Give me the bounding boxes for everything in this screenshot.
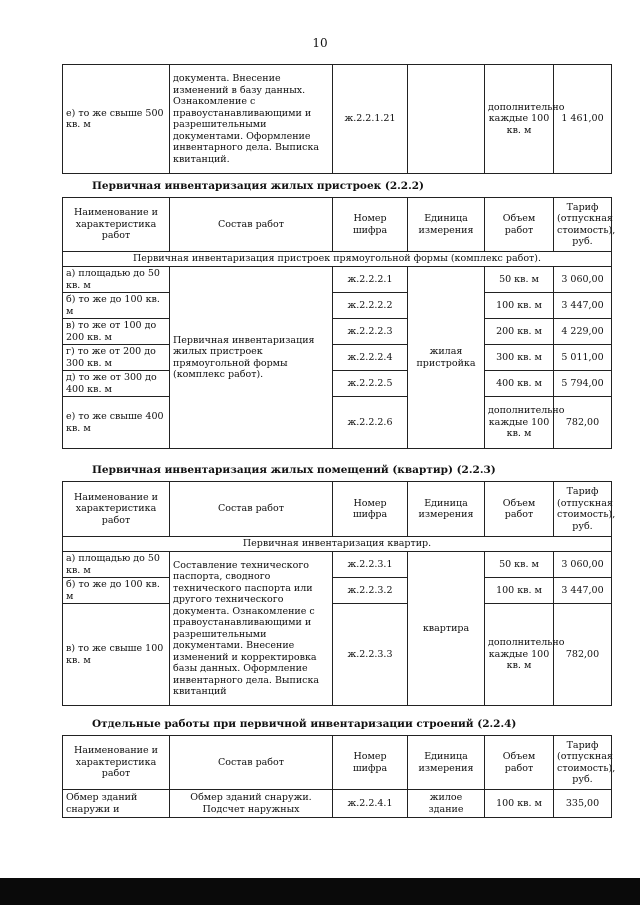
header-volume: Объем работ [485, 482, 554, 537]
work-name: в) то же от 100 до 200 кв. м [63, 319, 170, 345]
price: 3 060,00 [554, 552, 612, 578]
price: 4 229,00 [554, 319, 612, 345]
table-row [63, 293, 612, 319]
work-composition: Первичная инвентаризация жилых пристроек прямоугольной формы (комплекс работ). [170, 267, 333, 449]
table-header [63, 736, 612, 790]
header-unit: Единица измерения [408, 198, 485, 252]
volume: 300 кв. м [485, 345, 554, 371]
section-title-2-2-4: Отдельные работы при первичной инвентаризации строений (2.2.4) [92, 718, 517, 730]
price: 1 461,00 [554, 65, 612, 174]
code: ж.2.2.3.1 [333, 552, 408, 578]
header-volume: Объем работ [485, 736, 554, 790]
volume: 200 кв. м [485, 319, 554, 345]
work-composition: документа. Внесение изменений в базу данных. Ознакомление с правоустанавливающими и разрешительными документами. Оформление инвентарного дела. Выписка квитанций. [170, 65, 333, 174]
work-name: б) то же до 100 кв. м [63, 578, 170, 604]
price: 3 447,00 [554, 293, 612, 319]
subheader: Первичная инвентаризация пристроек прямоугольной формы (комплекс работ). [63, 252, 612, 267]
header-price: Тариф (отпускная стоимость), руб. [554, 736, 612, 790]
work-composition: Обмер зданий снаружи. Подсчет наружных [170, 790, 333, 818]
work-name: Обмер зданий снаружи и [63, 790, 170, 818]
work-name: е) то же свыше 400 кв. м [63, 397, 170, 449]
volume: дополнительно каждые 100 кв. м [485, 604, 554, 706]
header-price: Тариф (отпускная стоимость), руб. [554, 482, 612, 537]
price: 782,00 [554, 397, 612, 449]
header-code: Номер шифра [333, 736, 408, 790]
code: ж.2.2.2.3 [333, 319, 408, 345]
header-name: Наименование и характеристика работ [63, 482, 170, 537]
table-row [63, 790, 612, 818]
header-code: Номер шифра [333, 198, 408, 252]
section-title-2-2-3: Первичная инвентаризация жилых помещений (квартир) (2.2.3) [92, 464, 496, 476]
volume: дополнительно каждые 100 кв. м [485, 65, 554, 174]
table-2-2-2 [62, 197, 616, 449]
table-subheader [63, 537, 612, 552]
header-name: Наименование и характеристика работ [63, 198, 170, 252]
price: 5 011,00 [554, 345, 612, 371]
table-2-2-4 [62, 735, 616, 818]
table-2-2-3 [62, 481, 616, 706]
table-subheader [63, 252, 612, 267]
header-unit: Единица измерения [408, 482, 485, 537]
code: ж.2.2.2.4 [333, 345, 408, 371]
price: 782,00 [554, 604, 612, 706]
work-name: д) то же от 300 до 400 кв. м [63, 371, 170, 397]
subheader: Первичная инвентаризация квартир. [63, 537, 612, 552]
code: ж.2.2.4.1 [333, 790, 408, 818]
table-row [63, 267, 612, 293]
code: ж.2.2.1.21 [333, 65, 408, 174]
table-header [63, 198, 612, 252]
volume: 50 кв. м [485, 552, 554, 578]
work-name: в) то же свыше 100 кв. м [63, 604, 170, 706]
volume: 100 кв. м [485, 790, 554, 818]
work-name: а) площадью до 50 кв. м [63, 552, 170, 578]
header-name: Наименование и характеристика работ [63, 736, 170, 790]
volume: 400 кв. м [485, 371, 554, 397]
unit: жилая пристройка [408, 267, 485, 449]
table-row [63, 552, 612, 578]
header-composition: Состав работ [170, 482, 333, 537]
price: 335,00 [554, 790, 612, 818]
volume: 100 кв. м [485, 293, 554, 319]
header-volume: Объем работ [485, 198, 554, 252]
volume: дополнительно каждые 100 кв. м [485, 397, 554, 449]
volume: 100 кв. м [485, 578, 554, 604]
table-row [63, 345, 612, 371]
section-title-2-2-2: Первичная инвентаризация жилых пристроек (2.2.2) [92, 180, 425, 192]
price: 5 794,00 [554, 371, 612, 397]
header-code: Номер шифра [333, 482, 408, 537]
page-number: 10 [312, 36, 328, 50]
table-header [63, 482, 612, 537]
price: 3 060,00 [554, 267, 612, 293]
code: ж.2.2.3.3 [333, 604, 408, 706]
table-row [63, 319, 612, 345]
header-unit: Единица измерения [408, 736, 485, 790]
work-name: б) то же до 100 кв. м [63, 293, 170, 319]
code: ж.2.2.2.2 [333, 293, 408, 319]
code: ж.2.2.2.1 [333, 267, 408, 293]
table-row [63, 397, 612, 449]
unit: квартира [408, 552, 485, 706]
code: ж.2.2.3.2 [333, 578, 408, 604]
work-name: а) площадью до 50 кв. м [63, 267, 170, 293]
work-name: е) то же свыше 500 кв. м [63, 65, 170, 174]
price: 3 447,00 [554, 578, 612, 604]
volume: 50 кв. м [485, 267, 554, 293]
work-name: г) то же от 200 до 300 кв. м [63, 345, 170, 371]
scan-bottom-edge [0, 878, 640, 905]
table-row [63, 371, 612, 397]
header-price: Тариф (отпускная стоимость), руб. [554, 198, 612, 252]
unit [408, 65, 485, 174]
table-row [63, 604, 612, 706]
header-composition: Состав работ [170, 198, 333, 252]
code: ж.2.2.2.6 [333, 397, 408, 449]
unit: жилое здание [408, 790, 485, 818]
table-continuation [62, 64, 612, 174]
code: ж.2.2.2.5 [333, 371, 408, 397]
table-row [63, 65, 612, 174]
work-composition: Составление технического паспорта, сводного технического паспорта или другого технического документа. Ознакомление с правоустанавливающими и разрешительными документами. Внесение изменений и корректировка базы данных. Оформление инвентарного дела. Выписка квитанций [170, 552, 333, 706]
header-composition: Состав работ [170, 736, 333, 790]
table-row [63, 578, 612, 604]
